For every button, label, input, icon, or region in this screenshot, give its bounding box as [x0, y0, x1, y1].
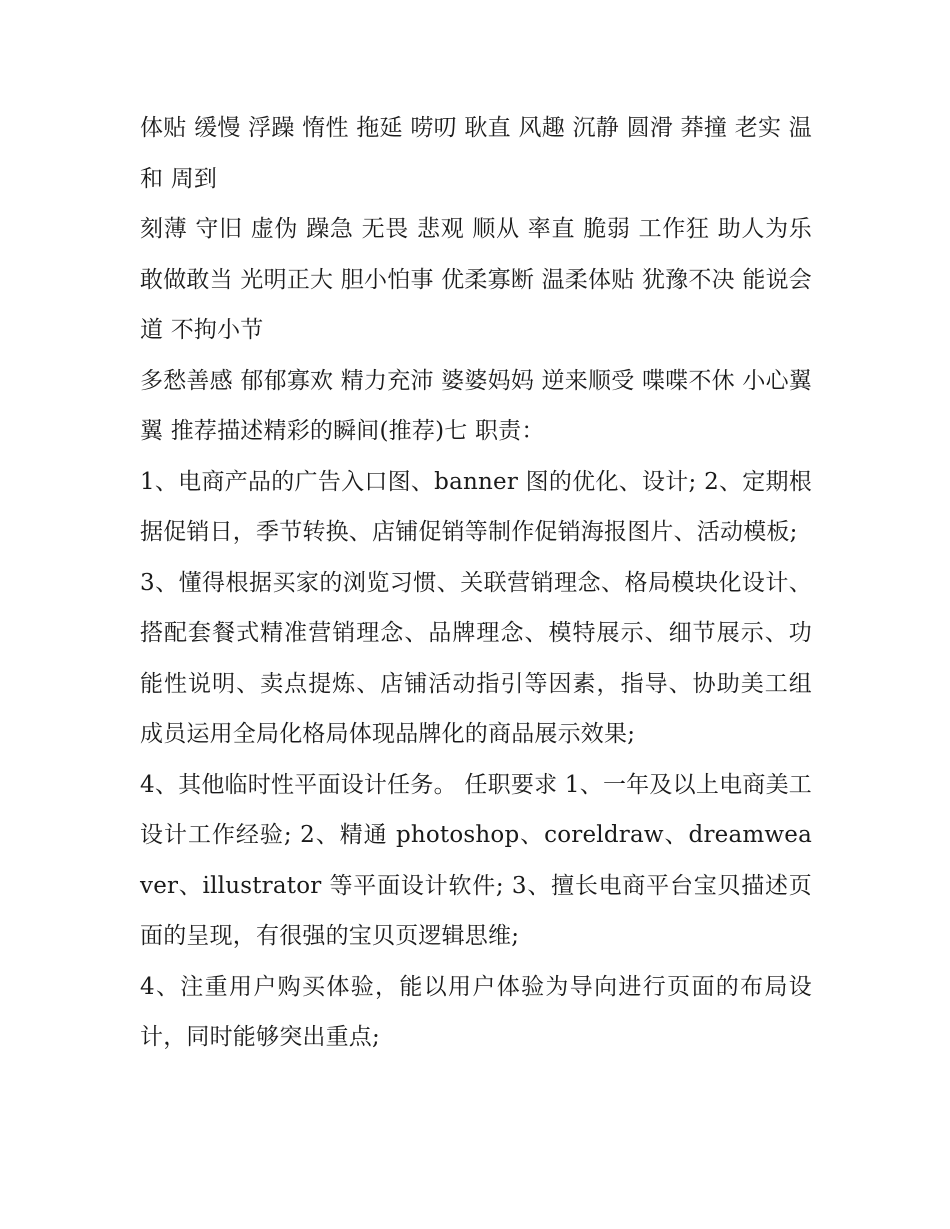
paragraph-traits-2: 刻薄 守旧 虚伪 躁急 无畏 悲观 顺从 率直 脆弱 工作狂 助人为乐 敢做敢当 光明正大 胆小怕事 优柔寡断 温柔体贴 犹豫不决 能说会道 不拘小节: [140, 216, 812, 343]
paragraph-duty-3: 3、懂得根据买家的浏览习惯、关联营销理念、格局模块化设计、搭配套餐式精准营销理念、品牌理念、模特展示、细节展示、功能性说明、卖点提炼、店铺活动指引等因素，指导、协助美工组成员运用全局化格局体现品牌化的商品展示效果;: [140, 569, 812, 747]
paragraph-requirement-4: 4、注重用户购买体验，能以用户体验为导向进行页面的布局设计，同时能够突出重点;: [140, 973, 812, 1050]
paragraph-traits-3: 多愁善感 郁郁寡欢 精力充沛 婆婆妈妈 逆来顺受 喋喋不休 小心翼翼 推荐描述精彩的瞬间(推荐)七 职责：: [140, 367, 812, 444]
paragraph-duty-1: 1、电商产品的广告入口图、banner 图的优化、设计; 2、定期根据促销日，季节转换、店铺促销等制作促销海报图片、活动模板;: [140, 468, 812, 545]
paragraph-requirements: 4、其他临时性平面设计任务。 任职要求 1、一年及以上电商美工设计工作经验; 2、精通 photoshop、coreldraw、dreamweaver、illustrator 等平面设计软件; 3、擅长电商平台宝贝描述页面的呈现，有很强的宝贝页逻辑思维;: [140, 771, 812, 949]
paragraph-traits-1: 体贴 缓慢 浮躁 惰性 拖延 唠叨 耿直 风趣 沉静 圆滑 莽撞 老实 温和 周到: [140, 115, 812, 192]
document-body: [140, 103, 812, 1063]
